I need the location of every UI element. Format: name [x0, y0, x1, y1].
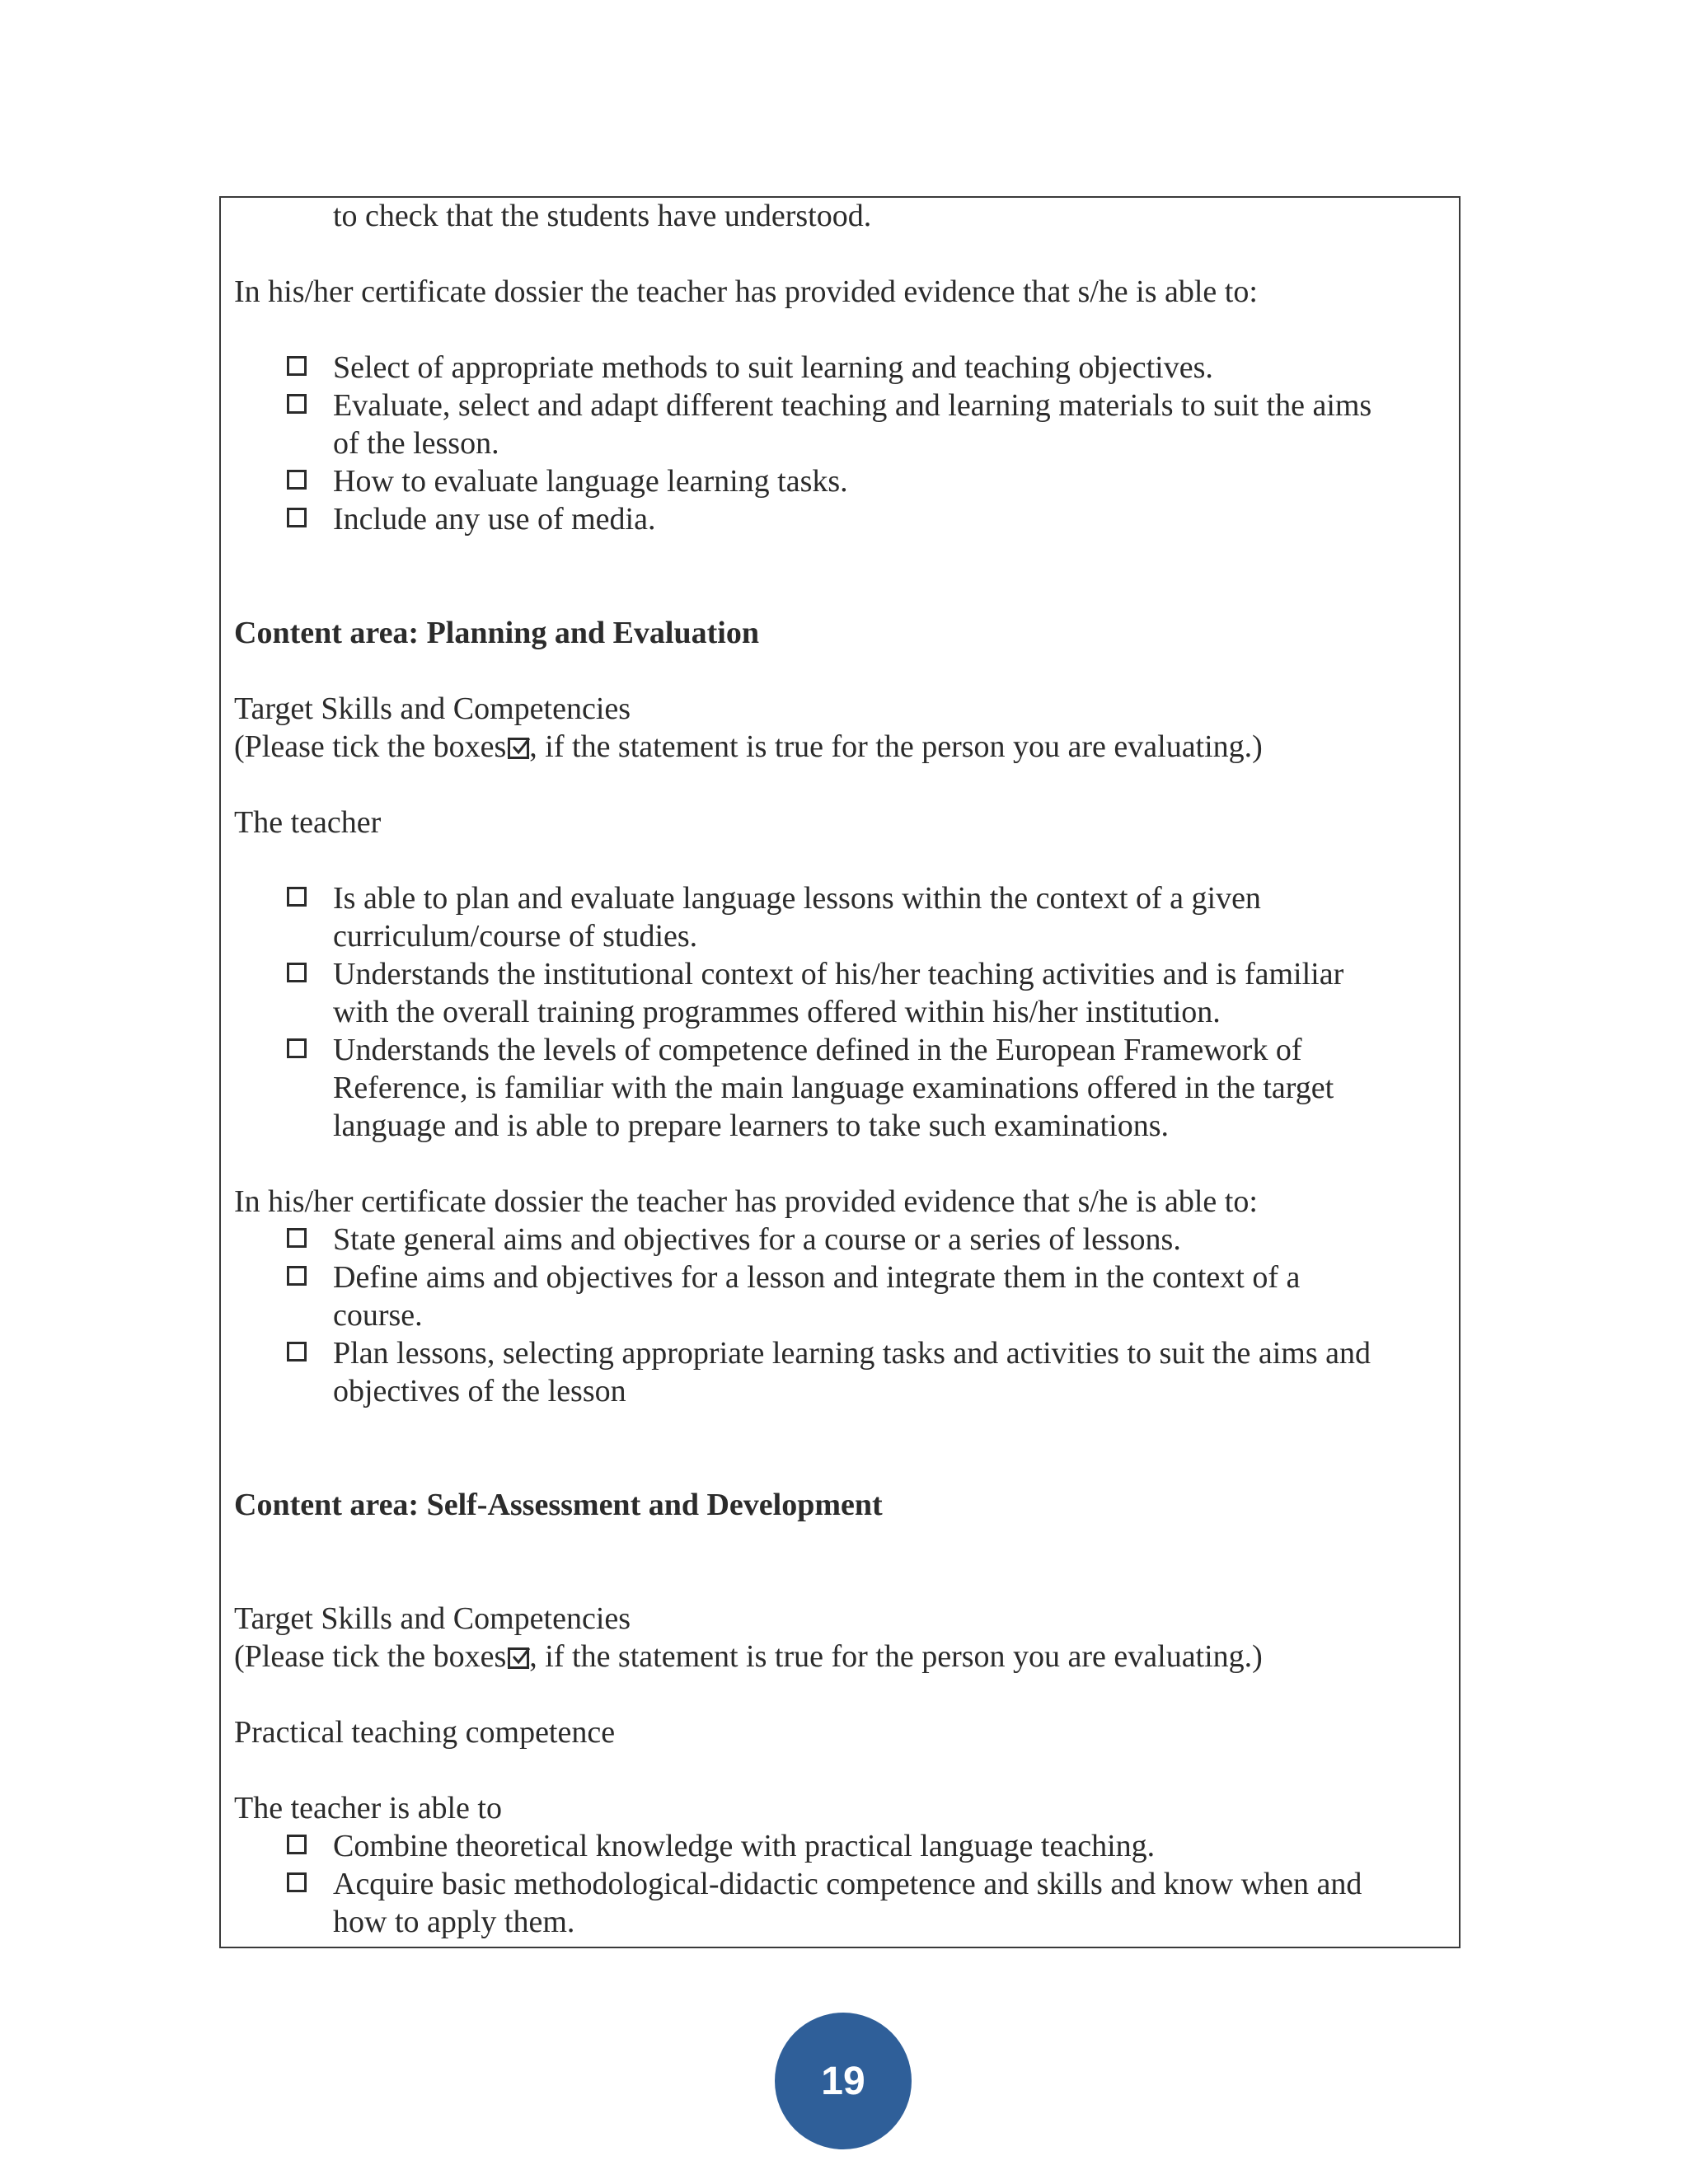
checkbox[interactable]: [287, 887, 307, 907]
list-item-continuation: with the overall training programmes offered within his/her institution.: [333, 995, 1221, 1029]
continuation-text: to check that the students have understood.: [333, 199, 872, 233]
list-item: Evaluate, select and adapt different teaching and learning materials to suit the aims: [333, 388, 1372, 423]
list-item: Include any use of media.: [333, 502, 656, 537]
list-item-continuation: language and is able to prepare learners to take such examinations.: [333, 1108, 1169, 1143]
list-item: Define aims and objectives for a lesson and integrate them in the context of a: [333, 1260, 1301, 1295]
checkbox[interactable]: [287, 394, 307, 414]
checkbox[interactable]: [287, 1038, 307, 1058]
checkbox[interactable]: [287, 1835, 307, 1854]
list-item: Select of appropriate methods to suit learning and teaching objectives.: [333, 350, 1213, 385]
list-item-continuation: how to apply them.: [333, 1905, 575, 1939]
evidence-intro: In his/her certificate dossier the teacher has provided evidence that s/he is able to:: [234, 1184, 1258, 1219]
list-item: State general aims and objectives for a course or a series of lessons.: [333, 1222, 1181, 1257]
target-skills-title: Target Skills and Competencies: [234, 1601, 631, 1636]
checkbox[interactable]: [287, 1266, 307, 1286]
instruction-text: (Please tick the boxes , if the statement is true for the person you are evaluating.): [234, 729, 1263, 764]
subheading: Practical teaching competence: [234, 1715, 616, 1750]
checkbox[interactable]: [287, 1872, 307, 1892]
checkbox[interactable]: [287, 356, 307, 376]
list-item-continuation: of the lesson.: [333, 426, 499, 461]
section-heading: Content area: Self-Assessment and Development: [234, 1488, 883, 1522]
list-item: Acquire basic methodological-didactic competence and skills and know when and: [333, 1867, 1362, 1901]
list-item: Understands the institutional context of his/her teaching activities and is familiar: [333, 957, 1344, 991]
list-item: Plan lessons, selecting appropriate learning tasks and activities to suit the aims and: [333, 1336, 1371, 1371]
list-item-continuation: course.: [333, 1298, 423, 1333]
checked-box-icon: [508, 738, 529, 759]
list-item-continuation: objectives of the lesson: [333, 1374, 626, 1408]
checkbox[interactable]: [287, 1342, 307, 1361]
subject-label: The teacher: [234, 805, 382, 840]
subject-label: The teacher is able to: [234, 1791, 502, 1825]
checkbox[interactable]: [287, 508, 307, 527]
list-item: Understands the levels of competence defined in the European Framework of: [333, 1033, 1302, 1067]
evidence-intro: In his/her certificate dossier the teacher has provided evidence that s/he is able to:: [234, 274, 1258, 309]
list-item: Is able to plan and evaluate language lessons within the context of a given: [333, 881, 1261, 916]
instruction-text: (Please tick the boxes , if the statement is true for the person you are evaluating.): [234, 1639, 1263, 1674]
list-item-continuation: curriculum/course of studies.: [333, 919, 698, 954]
target-skills-title: Target Skills and Competencies: [234, 691, 631, 726]
list-item-continuation: Reference, is familiar with the main language examinations offered in the target: [333, 1071, 1334, 1105]
list-item: Combine theoretical knowledge with practical language teaching.: [333, 1829, 1156, 1863]
checkbox[interactable]: [287, 470, 307, 490]
checkbox[interactable]: [287, 1228, 307, 1248]
page-number: 19: [821, 2059, 865, 2103]
checkbox[interactable]: [287, 963, 307, 982]
list-item: How to evaluate language learning tasks.: [333, 464, 848, 499]
page-number-badge: [775, 2013, 912, 2149]
checked-box-icon: [508, 1647, 529, 1669]
section-heading: Content area: Planning and Evaluation: [234, 616, 759, 650]
